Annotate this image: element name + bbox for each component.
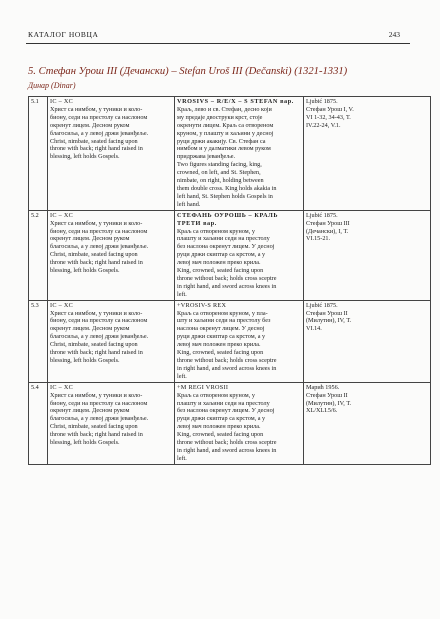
reverse-line: без наслона окренут лицем. У десној — [177, 407, 275, 415]
obverse-line: окренут лицем. Десном руком — [50, 325, 130, 333]
reverse-line: круном, у плашту и хаљини у десној — [177, 129, 274, 137]
catalog-row — [29, 300, 431, 382]
reverse-line: плашту и хаљини седи на престолу — [177, 235, 270, 243]
obverse-line: биону, седи на престолу са наслоном — [50, 317, 148, 325]
bibliographic-reference — [304, 382, 431, 464]
obverse-line: Христ са нимбом, у туники и коло- — [50, 391, 143, 399]
catalog-row — [29, 382, 431, 464]
reverse-line: left. — [177, 372, 187, 380]
reverse-description — [175, 97, 304, 211]
reverse-line: King, crowned, seated facing upon — [177, 267, 264, 275]
reverse-line: Краљ са отвореном круном, у — [177, 391, 255, 399]
reference-line: IV.22-24, V.1. — [306, 121, 341, 129]
reference-line: Ljubić 1875. — [306, 301, 338, 309]
bibliographic-reference — [304, 210, 431, 300]
catalog-number: 5.4 — [29, 382, 48, 464]
reverse-line: King, crowned, seated facing upon — [177, 349, 264, 357]
bibliographic-reference — [304, 300, 431, 382]
page-number: 243 — [388, 30, 400, 39]
reverse-line: руци држи скиптар са крстом, а у — [177, 333, 266, 341]
obverse-line: Christ, nimbate, seated facing upon — [50, 423, 138, 431]
reverse-legend: СТЕФАНЬ ОУРОШЬ – КРАЛЬ ТРЕТИ вар. — [177, 211, 279, 227]
catalog-number: 5.2 — [29, 210, 48, 300]
reference-line: (Милутин), IV, Т. — [306, 317, 352, 325]
reference-line: (Дечански), I, Т. — [306, 227, 349, 235]
reference-line: Марић 1956. — [306, 383, 340, 391]
reverse-line: in right hand, and sword across knees in — [177, 446, 277, 454]
reverse-description — [175, 382, 304, 464]
reverse-line: му предаје двоструки крст, стоје — [177, 113, 263, 121]
obverse-legend: IC – XC — [50, 211, 74, 219]
obverse-line: throne with back; right hand raised in — [50, 259, 143, 267]
obverse-line: окренут лицем. Десном руком — [50, 121, 130, 129]
obverse-legend: IC – XC — [50, 383, 74, 391]
reverse-line: руци држи скиптар са крстом, а у — [177, 415, 266, 423]
reference-line: Стефан Урош I, V. — [306, 105, 354, 113]
obverse-line: throne with back; right hand raised in — [50, 145, 143, 153]
reverse-line: левој мач положен преко крила. — [177, 259, 261, 267]
reference-line: VI.15-21. — [306, 235, 331, 243]
coin-catalog-table — [28, 96, 431, 465]
reverse-legend: +M REGI VROSII — [177, 383, 229, 391]
reverse-description — [175, 300, 304, 382]
reverse-legend: VROSIVS – R/E/X – S STEFAN вар. — [177, 98, 294, 105]
running-header: КАТАЛОГ НОВЦА — [28, 30, 99, 39]
obverse-line: благосиља, а у левој држи јеванђеље. — [50, 415, 149, 423]
reverse-line: Краљ са отвореном круном, у пла- — [177, 309, 268, 317]
catalog-number: 5.3 — [29, 300, 48, 382]
obverse-line: биону, седи на престолу са наслоном — [50, 399, 148, 407]
reverse-line: Two figures standing facing, king, — [177, 161, 262, 169]
reference-line: Стефан Урош III — [306, 219, 350, 227]
reverse-line: нимбом и у далматики левом руком — [177, 145, 271, 153]
obverse-description — [48, 300, 175, 382]
reference-line: Ljubić 1875. — [306, 98, 338, 105]
reverse-line: throne without back; holds cross sceptre — [177, 439, 277, 447]
obverse-legend: IC – XC — [50, 98, 74, 105]
reverse-line: left. — [177, 454, 187, 462]
obverse-line: throne with back; right hand raised in — [50, 431, 143, 439]
reverse-line: левој мач положен преко крила. — [177, 423, 261, 431]
obverse-line: blessing, left holds Gospels. — [50, 153, 120, 161]
reverse-line: nimbate, on right, holding between — [177, 177, 264, 185]
obverse-line: биону, седи на престолу са наслоном — [50, 113, 148, 121]
catalog-number: 5.1 — [29, 97, 48, 211]
obverse-line: Христ са нимбом, у туники и коло- — [50, 309, 143, 317]
catalog-row — [29, 97, 431, 211]
reverse-line: плашту и хаљини седи на престолу — [177, 399, 270, 407]
reverse-line: Краљ, лево и св. Стефан, десно који — [177, 105, 272, 113]
reference-line: XL/XLI.5/6. — [306, 407, 338, 415]
reverse-legend: +VROSIV-S REX — [177, 301, 227, 309]
obverse-line: благосиља, а у левој држи јеванђеље. — [50, 333, 149, 341]
reverse-line: in right hand, and sword across knees in — [177, 282, 277, 290]
reverse-line: шту и хаљини седи на престолу без — [177, 317, 271, 325]
obverse-line: благосиља, а у левој држи јеванђеље. — [50, 129, 149, 137]
reverse-line: left hand, St. Stephen holds Gospels in — [177, 192, 273, 200]
reference-line: (Милутин), IV, Т. — [306, 399, 352, 407]
obverse-line: blessing, left holds Gospels. — [50, 439, 120, 447]
reverse-line: left hand. — [177, 200, 201, 208]
obverse-legend: IC – XC — [50, 301, 74, 309]
reverse-line: без наслона окренут лицем. У десној — [177, 243, 275, 251]
denomination-subtitle: Динар (Dinar) — [28, 81, 76, 90]
section-title: 5. Стефан Урош III (Дечански) – Stefan Uroš III (Dečanski) (1321-1331) — [28, 66, 348, 77]
bibliographic-reference — [304, 97, 431, 211]
reverse-line: руци држи скиптар са крстом, а у — [177, 251, 266, 259]
reference-line: Стефан Урош II — [306, 391, 348, 399]
obverse-description — [48, 97, 175, 211]
obverse-line: Christ, nimbate, seated facing upon — [50, 341, 138, 349]
reverse-line: crowned, on left, and St. Stephen, — [177, 169, 261, 177]
reverse-line: наслона окренут лицем. У десној — [177, 325, 265, 333]
reverse-line: руци држи акакију. Св. Стефан са — [177, 137, 266, 145]
obverse-description — [48, 382, 175, 464]
reverse-line: in right hand, and sword across knees in — [177, 364, 277, 372]
reverse-line: окренути лицем. Краљ са отвореном — [177, 121, 274, 129]
obverse-line: Христ са нимбом, у туники и коло- — [50, 105, 143, 113]
obverse-line: Christ, nimbate, seated facing upon — [50, 251, 138, 259]
reverse-line: левој мач положен преко крила. — [177, 341, 261, 349]
obverse-line: Christ, nimbate, seated facing upon — [50, 137, 138, 145]
reference-line: VI.14. — [306, 325, 322, 333]
reverse-line: left. — [177, 290, 187, 298]
obverse-description — [48, 210, 175, 300]
reverse-description — [175, 210, 304, 300]
reference-line: Ljubić 1875. — [306, 211, 338, 219]
catalog-row — [29, 210, 431, 300]
reverse-line: Краљ са отвореном круном, у — [177, 227, 255, 235]
obverse-line: blessing, left holds Gospels. — [50, 267, 120, 275]
obverse-line: throne with back; right hand raised in — [50, 349, 143, 357]
reverse-line: придржава јеванђеље. — [177, 153, 236, 161]
reverse-line: King, crowned, seated facing upon — [177, 431, 264, 439]
obverse-line: blessing, left holds Gospels. — [50, 357, 120, 364]
header-divider — [26, 43, 410, 44]
reference-line: VI 1-32, 34-43, Т. — [306, 113, 351, 121]
obverse-line: Христ са нимбом, у туники и коло- — [50, 219, 143, 227]
obverse-line: биону, седи на престолу са наслоном — [50, 227, 148, 235]
obverse-line: окренут лицем. Десном руком — [50, 235, 130, 243]
reverse-line: throne without back; holds cross sceptre — [177, 357, 277, 364]
obverse-line: благосиља, а у левој држи јеванђеље. — [50, 243, 149, 251]
reverse-line: throne without back; holds cross sceptre — [177, 274, 277, 282]
reverse-line: them double cross. King holds akakia in — [177, 184, 277, 192]
obverse-line: окренут лицем. Десном руком — [50, 407, 130, 415]
reference-line: Стефан Урош II — [306, 309, 348, 317]
